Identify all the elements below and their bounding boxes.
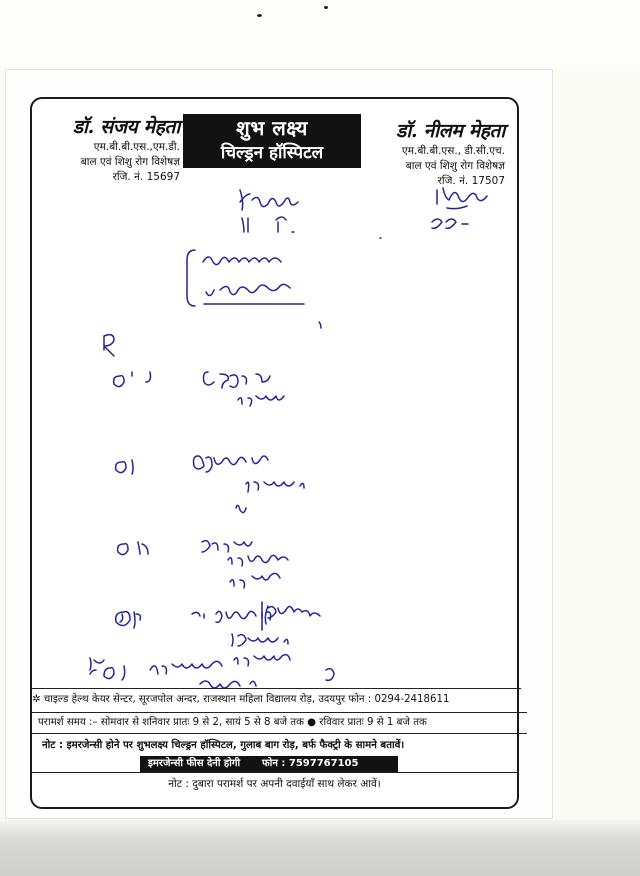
left-doctor-name: डॉ. संजय मेहता: [72, 116, 180, 138]
left-doctor-qualification: एम.बी.बी.एस.,एम.डी.: [93, 141, 180, 153]
logo-line-1: शुभ लक्ष्य: [236, 116, 308, 140]
consultation-hours: परामर्श समय :– सोमवार से शनिवार प्रातः 9 से 2, सायं 5 से 8 बजे तक ● रविवार प्रातः 9 से 1 बजे तक: [30, 712, 527, 734]
signature-scribble: [432, 188, 487, 228]
medicine-line-4: [116, 602, 320, 666]
medicine-line-2: [116, 456, 304, 513]
patient-name-scribble: [240, 190, 298, 210]
revisit-note: नोट : दुबारा परामर्श पर अपनी दवाईयाँ साथ लेकर आवें।: [30, 772, 519, 795]
left-doctor-registration: रजि. नं. 15697: [112, 171, 180, 183]
right-doctor-qualification: एम.बी.बी.एस., डी.सी.एच.: [401, 145, 505, 157]
clinic-address: ✲ चाइल्ड हेल्थ केयर सेन्टर, सूरजपोल अन्दर, राजस्थान महिला विद्यालय रोड़, उदयपुर फोन : 0294-2418611: [30, 688, 521, 711]
rx-symbol: [104, 335, 114, 356]
right-doctor-registration: रजि. नं. 17507: [437, 175, 505, 187]
right-doctor-specialty: बाल एवं शिशु रोग विशेषज्ञ: [405, 160, 505, 172]
diagnosis-scribble: [187, 238, 381, 328]
emergency-fee-text: इमरजेन्सी फीस देनी होगी: [148, 758, 241, 769]
emergency-phone: फोन : 7597767105: [262, 758, 359, 769]
logo-line-2: चिल्ड्रन हॉस्पिटल: [220, 143, 324, 163]
medicine-line-1: [114, 372, 284, 406]
age-sex-scribble: [242, 217, 294, 232]
emergency-fee-banner: [140, 756, 398, 772]
left-doctor-specialty: बाल एवं शिशु रोग विशेषज्ञ: [80, 156, 180, 168]
medicine-line-5: [90, 658, 334, 688]
right-doctor-name: डॉ. नीलम मेहता: [396, 120, 505, 142]
emergency-note: नोट : इमरजेन्सी होने पर शुभलक्ष्य चिल्ड्रन हॉस्पिटल, गुलाब बाग रोड़, बर्फ फैक्ट्री के सामने बतावें।: [42, 740, 405, 751]
scan-bottom-shadow: [0, 820, 640, 876]
medicine-line-3: [118, 541, 288, 588]
